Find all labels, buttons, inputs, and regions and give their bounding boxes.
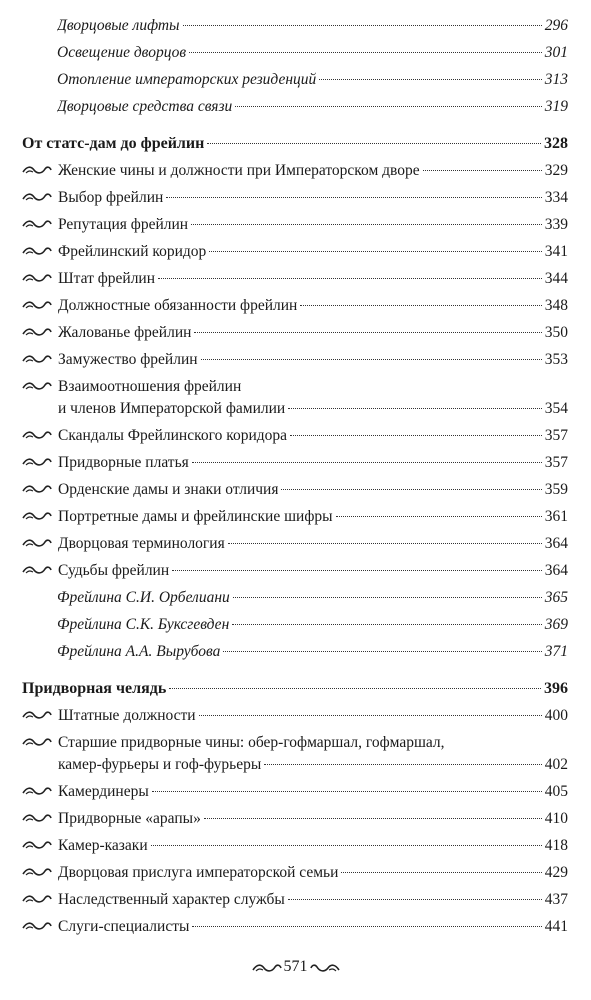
leader-dots <box>192 926 541 927</box>
leader-dots <box>288 899 542 900</box>
leader-dots <box>281 489 541 490</box>
toc-entry-page: 429 <box>544 864 568 881</box>
toc-entry <box>22 805 568 832</box>
toc-entry <box>22 346 568 373</box>
leader-dots <box>232 624 541 625</box>
toc-entry <box>22 611 568 638</box>
leader-dots <box>288 408 542 409</box>
toc-entry-page: 350 <box>544 324 568 341</box>
swirl-ornament-icon <box>22 245 52 257</box>
leader-dots <box>423 170 542 171</box>
toc-entry-page: 418 <box>544 837 568 854</box>
leader-dots <box>199 715 542 716</box>
toc-entry <box>22 729 568 778</box>
toc-entry <box>22 886 568 913</box>
toc-entry-title: Наследственный характер службы <box>58 891 285 908</box>
swirl-ornament-icon <box>252 962 282 974</box>
toc-entry-title: Фрейлина А.А. Вырубова <box>57 643 221 660</box>
toc-entry <box>22 778 568 805</box>
toc-entry <box>22 449 568 476</box>
toc-entry-title: Отопление императорских резиденций <box>57 71 317 88</box>
swirl-ornament-icon <box>22 326 52 338</box>
toc-entry <box>22 93 568 120</box>
toc-entry <box>22 913 568 940</box>
swirl-ornament-icon <box>22 218 52 230</box>
toc-entry-page: 344 <box>544 270 568 287</box>
toc-entry-title: Старшие придворные чины: обер-гофмаршал, гофмаршал, <box>58 734 445 751</box>
swirl-ornament-icon <box>22 866 52 878</box>
toc-entry <box>22 832 568 859</box>
page-footer <box>0 958 591 976</box>
toc-entry <box>22 476 568 503</box>
swirl-ornament-icon <box>22 272 52 284</box>
toc-entry-title: Фрейлина С.И. Орбелиани <box>57 589 230 606</box>
swirl-ornament-icon <box>22 380 52 392</box>
leader-dots <box>166 197 541 198</box>
toc-entry-title: Дворцовые лифты <box>57 17 180 34</box>
leader-dots <box>172 570 542 571</box>
toc-entry-page: 405 <box>544 783 568 800</box>
toc-entry-title: Слуги-специалисты <box>58 918 190 935</box>
leader-dots <box>228 543 542 544</box>
swirl-ornament-icon <box>22 736 52 748</box>
swirl-ornament-icon <box>22 537 52 549</box>
toc-entry <box>22 184 568 211</box>
swirl-ornament-icon <box>22 510 52 522</box>
swirl-ornament-icon <box>22 709 52 721</box>
toc-entry-page: 296 <box>544 17 568 34</box>
toc-entry <box>22 211 568 238</box>
toc-entry-page: 357 <box>544 427 568 444</box>
toc-entry-page: 334 <box>544 189 568 206</box>
leader-dots <box>194 332 541 333</box>
toc-entry-page: 396 <box>544 680 568 697</box>
toc-entry-page: 353 <box>544 351 568 368</box>
swirl-ornament-icon <box>22 353 52 365</box>
table-of-contents <box>22 12 568 940</box>
toc-entry-title: Фрейлина С.К. Буксгевден <box>57 616 230 633</box>
toc-entry-title: Дворцовая терминология <box>58 535 225 552</box>
leader-dots <box>233 597 542 598</box>
toc-entry-title: Портретные дамы и фрейлинские шифры <box>58 508 333 525</box>
toc-entry-title: Выбор фрейлин <box>58 189 164 206</box>
toc-entry-page: 313 <box>544 71 568 88</box>
toc-entry-title: Штат фрейлин <box>58 270 156 287</box>
leader-dots <box>319 79 541 80</box>
toc-entry <box>22 503 568 530</box>
swirl-ornament-icon <box>22 299 52 311</box>
page-number: 571 <box>283 958 308 975</box>
toc-entry <box>22 530 568 557</box>
toc-entry <box>22 638 568 665</box>
toc-entry-page: 369 <box>544 616 568 633</box>
toc-entry-page: 329 <box>544 162 568 179</box>
toc-section-heading <box>22 130 568 157</box>
leader-dots <box>183 25 542 26</box>
leader-dots <box>191 224 542 225</box>
toc-entry <box>22 265 568 292</box>
toc-entry-title-continued: камер-фурьеры и гоф-фурьеры <box>58 756 262 773</box>
toc-entry-title: Фрейлинский коридор <box>58 243 207 260</box>
toc-entry-page: 359 <box>544 481 568 498</box>
toc-entry <box>22 373 568 422</box>
toc-entry-title: Женские чины и должности при Императорском дворе <box>58 162 420 179</box>
toc-entry <box>22 39 568 66</box>
toc-entry-page: 354 <box>544 400 568 417</box>
toc-entry-title: Должностные обязанности фрейлин <box>58 297 298 314</box>
toc-entry <box>22 557 568 584</box>
toc-entry-page: 365 <box>544 589 568 606</box>
swirl-ornament-icon <box>22 920 52 932</box>
swirl-ornament-icon <box>22 785 52 797</box>
leader-dots <box>204 818 542 819</box>
toc-entry-title: Скандалы Фрейлинского коридора <box>58 427 288 444</box>
swirl-ornament-icon <box>310 962 340 974</box>
swirl-ornament-icon <box>22 564 52 576</box>
toc-entry-page: 361 <box>544 508 568 525</box>
toc-entry-page: 441 <box>544 918 568 935</box>
leader-dots <box>192 462 542 463</box>
toc-entry-page: 357 <box>544 454 568 471</box>
toc-entry-title: Репутация фрейлин <box>58 216 189 233</box>
toc-entry-title: Освещение дворцов <box>57 44 187 61</box>
toc-entry-title: Придворные платья <box>58 454 189 471</box>
toc-entry <box>22 12 568 39</box>
toc-entry-title: Придворная челядь <box>22 680 167 697</box>
swirl-ornament-icon <box>22 429 52 441</box>
swirl-ornament-icon <box>22 456 52 468</box>
leader-dots <box>158 278 542 279</box>
leader-dots <box>290 435 542 436</box>
leader-dots <box>207 143 541 144</box>
leader-dots <box>201 359 542 360</box>
swirl-ornament-icon <box>22 893 52 905</box>
toc-entry-page: 371 <box>544 643 568 660</box>
leader-dots <box>300 305 541 306</box>
toc-entry-page: 341 <box>544 243 568 260</box>
toc-entry <box>22 66 568 93</box>
leader-dots <box>336 516 542 517</box>
toc-entry-title: Замужество фрейлин <box>58 351 198 368</box>
leader-dots <box>223 651 541 652</box>
leader-dots <box>152 791 542 792</box>
toc-entry <box>22 422 568 449</box>
toc-entry <box>22 319 568 346</box>
toc-entry-title: Орденские дамы и знаки отличия <box>58 481 279 498</box>
toc-entry <box>22 702 568 729</box>
toc-entry-title: Дворцовая прислуга императорской семьи <box>58 864 339 881</box>
toc-entry-page: 319 <box>544 98 568 115</box>
swirl-ornament-icon <box>22 839 52 851</box>
toc-entry-title: Штатные должности <box>58 707 196 724</box>
swirl-ornament-icon <box>22 483 52 495</box>
toc-entry-page: 364 <box>544 562 568 579</box>
leader-dots <box>151 845 542 846</box>
leader-dots <box>235 106 542 107</box>
swirl-ornament-icon <box>22 164 52 176</box>
toc-entry-page: 410 <box>544 810 568 827</box>
toc-entry <box>22 238 568 265</box>
toc-entry <box>22 157 568 184</box>
toc-entry-page: 328 <box>544 135 568 152</box>
toc-entry <box>22 859 568 886</box>
toc-entry-title: Камер-казаки <box>58 837 148 854</box>
toc-entry-title: Камердинеры <box>58 783 149 800</box>
toc-entry-page: 301 <box>544 44 568 61</box>
toc-entry-page: 402 <box>544 756 568 773</box>
toc-entry-page: 348 <box>544 297 568 314</box>
toc-entry-page: 400 <box>544 707 568 724</box>
toc-entry-title: Придворные «арапы» <box>58 810 201 827</box>
leader-dots <box>264 764 541 765</box>
swirl-ornament-icon <box>22 812 52 824</box>
leader-dots <box>189 52 542 53</box>
toc-entry-title: От статс-дам до фрейлин <box>22 135 205 152</box>
toc-entry <box>22 292 568 319</box>
toc-entry <box>22 584 568 611</box>
toc-entry-page: 437 <box>544 891 568 908</box>
toc-entry-title-continued: и членов Императорской фамилии <box>58 400 286 417</box>
toc-entry-title: Судьбы фрейлин <box>58 562 170 579</box>
toc-entry-title: Дворцовые средства связи <box>57 98 233 115</box>
toc-entry-title: Взаимоотношения фрейлин <box>58 378 242 395</box>
toc-section-heading <box>22 675 568 702</box>
toc-entry-page: 339 <box>544 216 568 233</box>
toc-entry-page: 364 <box>544 535 568 552</box>
leader-dots <box>209 251 541 252</box>
toc-entry-title: Жалованье фрейлин <box>58 324 192 341</box>
leader-dots <box>169 688 541 689</box>
leader-dots <box>341 872 541 873</box>
swirl-ornament-icon <box>22 191 52 203</box>
